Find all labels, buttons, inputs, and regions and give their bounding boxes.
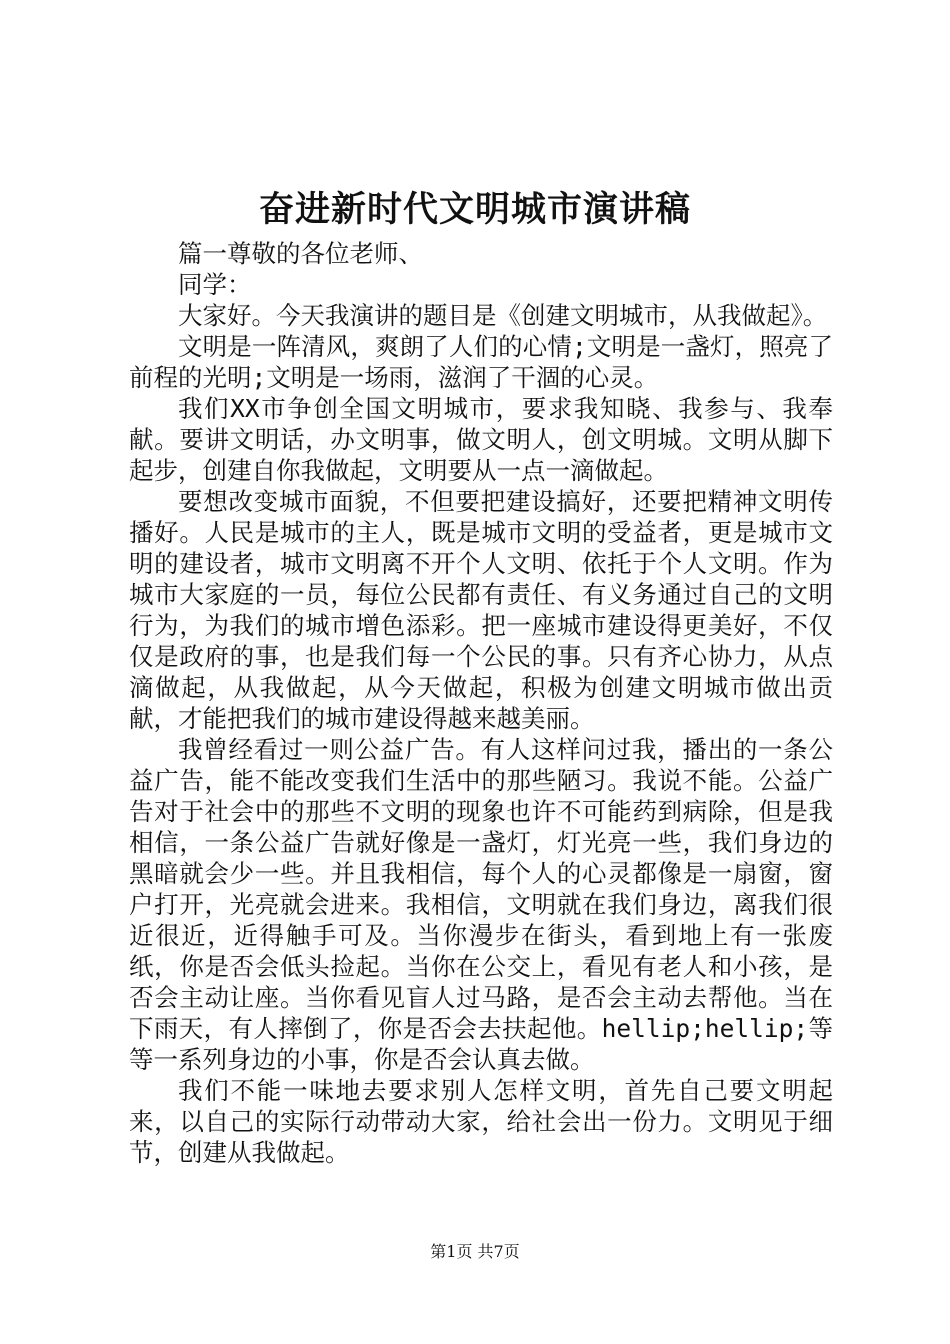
page-number-footer: 第1页 共7页 [430, 1242, 520, 1261]
body-paragraph: 我们XX市争创全国文明城市，要求我知晓、我参与、我奉献。要讲文明话，办文明事，做文明人，创文明城。文明从脚下起步，创建自你我做起，文明要从一点一滴做起。 [129, 394, 833, 485]
body-paragraph: 文明是一阵清风，爽朗了人们的心情;文明是一盏灯，照亮了前程的光明;文明是一场雨，滋润了干涸的心灵。 [129, 332, 833, 392]
body-paragraph: 要想改变城市面貌，不但要把建设搞好，还要把精神文明传播好。人民是城市的主人，既是城市文明的受益者，更是城市文明的建设者，城市文明离不开个人文明、依托于个人文明。作为城市大家庭的一员，每位公民都有责任、有义务通过自己的文明行为，为我们的城市增色添彩。把一座城市建设得更美好，不仅仅是政府的事，也是我们每一个公民的事。只有齐心协力，从点滴做起，从我做起，从今天做起，积极为创建文明城市做出贡献，才能把我们的城市建设得越来越美丽。 [129, 487, 833, 733]
salutation-line: 篇一尊敬的各位老师、 [178, 239, 423, 268]
salutation-line: 同学： [178, 270, 252, 299]
document-title: 奋进新时代文明城市演讲稿 [258, 189, 691, 230]
body-paragraph: 大家好。今天我演讲的题目是《创建文明城市，从我做起》。 [178, 301, 828, 330]
body-paragraph: 我们不能一味地去要求别人怎样文明，首先自己要文明起来，以自己的实际行动带动大家，给社会出一份力。文明见于细节，创建从我做起。 [129, 1076, 833, 1167]
body-paragraph: 我曾经看过一则公益广告。有人这样问过我，播出的一条公益广告，能不能改变我们生活中的那些陋习。我说不能。公益广告对于社会中的那些不文明的现象也许不可能药到病除，但是我相信，一条公益广告就好像是一盏灯，灯光亮一些，我们身边的黑暗就会少一些。并且我相信，每个人的心灵都像是一扇窗，窗户打开，光亮就会进来。我相信，文明就在我们身边，离我们很近很近，近得触手可及。当你漫步在街头，看到地上有一张废纸，你是否会低头捡起。当你在公交上，看见有老人和小孩，是否会主动让座。当你看见盲人过马路，是否会主动去帮他。当在下雨天，有人摔倒了，你是否会去扶起他。hellip;hellip;等等一系列身边的小事，你是否会认真去做。 [129, 735, 833, 1074]
document-body [129, 238, 833, 1168]
